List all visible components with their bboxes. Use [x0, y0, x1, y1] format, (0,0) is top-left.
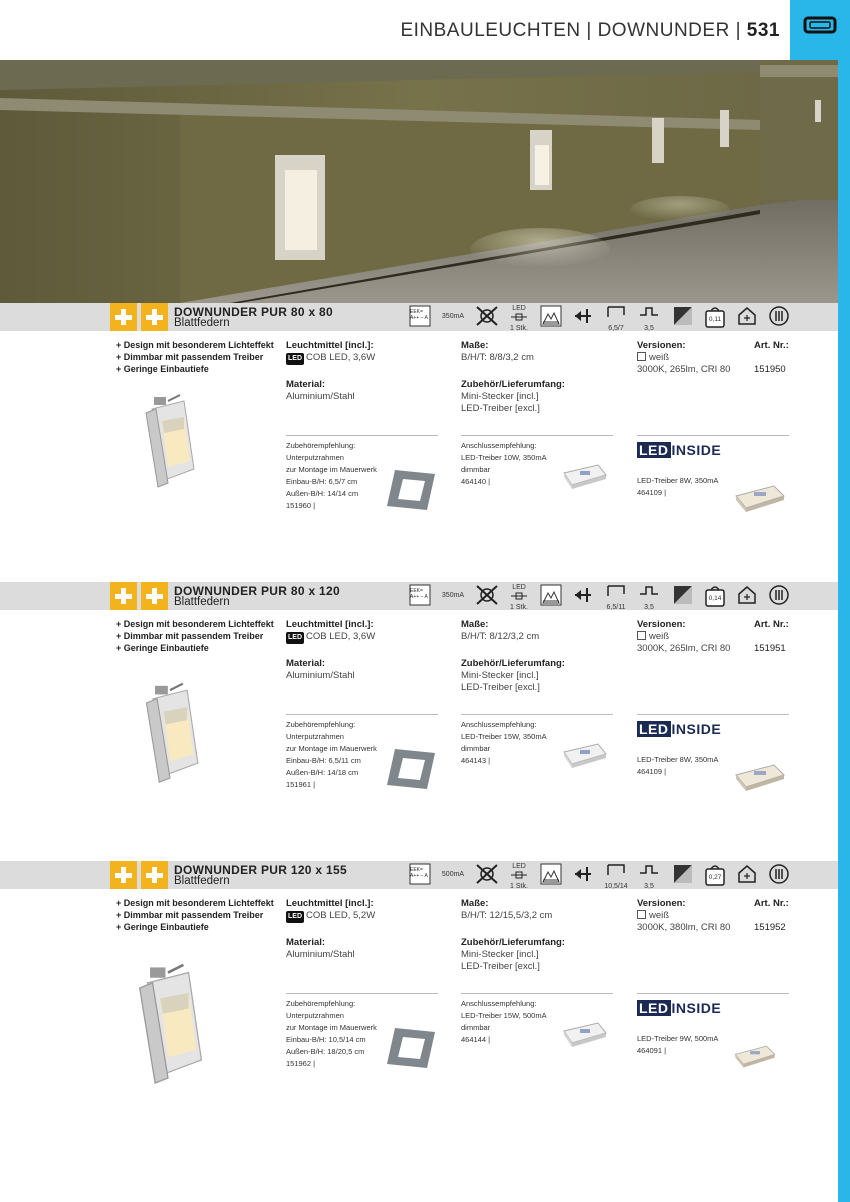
weight-icon: 0,11: [702, 305, 728, 331]
accessories-block: Zubehör/Lieferumfang: Mini-Stecker [incl.] LED-Treiber [excl.]: [461, 937, 565, 972]
plus-icon: [110, 582, 137, 610]
light-distribution-icon: [538, 305, 564, 331]
divider: [286, 435, 438, 436]
feature-item: + Geringe Einbautiefe: [116, 363, 274, 375]
led-driver-photo: [560, 461, 610, 496]
divider: [461, 435, 613, 436]
versions-block: Versionen: weiß 3000K, 265lm, CRI 80: [637, 340, 731, 375]
product-section-1: [0, 303, 838, 578]
installation-depth-icon: 3,5: [636, 305, 662, 331]
energy-class-icon: EEK= A++ – A: [408, 584, 432, 610]
checkbox-icon: [637, 631, 646, 640]
cutout-dimensions-icon: 6,5/7: [602, 305, 630, 331]
article-number-label: Art. Nr.:: [754, 340, 789, 351]
mounting-frame-photo: [385, 747, 437, 796]
accessory-recommendation: Zubehörempfehlung: Unterputzrahmen zur Montage im Mauerwerk Einbau-B/H: 10,5/14 cm Außen-B/H: 18/20,5 cm 151962 |: [286, 999, 377, 1068]
product-subtitle: Blattfedern: [174, 596, 230, 608]
current-rating: 350mA: [441, 313, 465, 320]
light-distribution-icon: [538, 863, 564, 889]
feature-item: + Geringe Einbautiefe: [116, 642, 274, 654]
indoor-use-icon: [734, 584, 760, 610]
feature-item: + Dimmbar mit passendem Treiber: [116, 909, 274, 921]
downlight-category-badge: [790, 0, 850, 60]
divider: [286, 993, 438, 994]
accessories-block: Zubehör/Lieferumfang: Mini-Stecker [incl.] LED-Treiber [excl.]: [461, 379, 565, 414]
cutout-dimensions-icon: 10,5/14: [602, 863, 630, 889]
divider: [637, 435, 789, 436]
led-badge-icon: LED: [286, 911, 304, 923]
wall-mount-arrow-icon: [570, 584, 596, 610]
connection-recommendation: Anschlussempfehlung: LED-Treiber 10W, 350mA dimmbar 464140 |: [461, 441, 547, 486]
feature-item: + Design mit besonderem Lichteffekt: [116, 897, 274, 909]
product-photo: [140, 391, 210, 496]
installation-depth-icon: 3,5: [636, 863, 662, 889]
light-distribution-icon: [538, 584, 564, 610]
divider: [286, 714, 438, 715]
divider: [637, 714, 789, 715]
light-source-block: Leuchtmittel [incl.]: LED COB LED, 3,6W: [286, 619, 376, 642]
hero-photo: [0, 60, 838, 303]
versions-block: Versionen: weiß 3000K, 380lm, CRI 80: [637, 898, 731, 933]
driver-photo: [732, 759, 788, 800]
no-bulb-replacement-icon: [474, 584, 500, 610]
led-icon: LED 1 Stk.: [510, 584, 528, 611]
product-photo: [132, 949, 222, 1104]
driver-photo: [732, 1038, 778, 1079]
accessories-block: Zubehör/Lieferumfang: Mini-Stecker [incl.] LED-Treiber [excl.]: [461, 658, 565, 693]
recessed-light-icon: [802, 12, 838, 40]
cutout-dimensions-icon: 6,5/11: [602, 584, 630, 610]
connection-recommendation: Anschlussempfehlung: LED-Treiber 15W, 500mA dimmbar 464144 |: [461, 999, 547, 1044]
checkbox-icon: [637, 910, 646, 919]
plus-icon: [141, 861, 168, 889]
product-name: DOWNUNDER PUR 120 x 155: [174, 863, 347, 877]
side-color-bar: [838, 0, 850, 1202]
page-number: 531: [746, 20, 780, 41]
driver-recommendation: LED-Treiber 9W, 500mA 464091 |: [637, 1034, 719, 1055]
indoor-use-icon: [734, 305, 760, 331]
divider: [461, 714, 613, 715]
certification-icon: [766, 863, 792, 889]
led-driver-photo: [560, 1019, 610, 1054]
mounting-frame-photo: [385, 1026, 437, 1075]
checkbox-icon: [637, 352, 646, 361]
light-source-block: Leuchtmittel [incl.]: LED COB LED, 3,6W: [286, 340, 376, 363]
article-number-label: Art. Nr.:: [754, 898, 789, 909]
versions-block: Versionen: weiß 3000K, 265lm, CRI 80: [637, 619, 731, 654]
no-bulb-replacement-icon: [474, 305, 500, 331]
led-icon: LED 1 Stk.: [510, 863, 528, 890]
feature-list: [116, 339, 274, 375]
current-rating: 350mA: [441, 592, 465, 599]
led-inside-logo: LED INSIDE: [639, 1000, 722, 1016]
dimensions-block: Maße: B/H/T: 12/15,5/3,2 cm: [461, 898, 553, 921]
dimensions-block: Maße: B/H/T: 8/12/3,2 cm: [461, 619, 540, 642]
wall-mount-arrow-icon: [570, 305, 596, 331]
energy-class-icon: EEK= A++ – A: [408, 305, 432, 331]
led-badge-icon: LED: [286, 632, 304, 644]
feature-list: [116, 618, 274, 654]
product-photo: [140, 668, 215, 803]
feature-item: + Dimmbar mit passendem Treiber: [116, 351, 274, 363]
article-number: 151952: [754, 922, 786, 933]
product-name: DOWNUNDER PUR 80 x 80: [174, 305, 334, 319]
driver-photo: [732, 480, 788, 521]
material-block: Material: Aluminium/Stahl: [286, 379, 355, 402]
article-number-label: Art. Nr.:: [754, 619, 789, 630]
accessory-recommendation: Zubehörempfehlung: Unterputzrahmen zur Montage im Mauerwerk Einbau-B/H: 6,5/7 cm Außen-B/H: 14/14 cm 151960 |: [286, 441, 377, 510]
feature-item: + Geringe Einbautiefe: [116, 921, 274, 933]
led-inside-logo: LED INSIDE: [639, 442, 722, 458]
plus-icon: [141, 582, 168, 610]
energy-class-icon: EEK= A++ – A: [408, 863, 432, 889]
light-source-block: Leuchtmittel [incl.]: LED COB LED, 5,2W: [286, 898, 376, 921]
page-title: EINBAULEUCHTEN | DOWNUNDER | 531: [400, 20, 780, 41]
plus-icon: [110, 303, 137, 331]
divider: [461, 993, 613, 994]
no-bulb-replacement-icon: [474, 863, 500, 889]
article-number: 151951: [754, 643, 786, 654]
beam-angle-icon: [670, 305, 696, 331]
wall-mount-arrow-icon: [570, 863, 596, 889]
product-name: DOWNUNDER PUR 80 x 120: [174, 584, 340, 598]
connection-recommendation: Anschlussempfehlung: LED-Treiber 15W, 350mA dimmbar 464143 |: [461, 720, 547, 765]
dimensions-block: Maße: B/H/T: 8/8/3,2 cm: [461, 340, 534, 363]
beam-angle-icon: [670, 584, 696, 610]
certification-icon: [766, 584, 792, 610]
article-number: 151950: [754, 364, 786, 375]
divider: [637, 993, 789, 994]
product-section-2: [0, 582, 838, 857]
driver-recommendation: LED-Treiber 8W, 350mA 464109 |: [637, 476, 719, 497]
page-header: [0, 0, 838, 60]
weight-icon: 0,14: [702, 584, 728, 610]
weight-icon: 0,27: [702, 863, 728, 889]
plus-icon: [141, 303, 168, 331]
current-rating: 500mA: [441, 871, 465, 878]
product-section-3: [0, 861, 838, 1136]
driver-recommendation: LED-Treiber 8W, 350mA 464109 |: [637, 755, 719, 776]
indoor-use-icon: [734, 863, 760, 889]
mounting-frame-photo: [385, 468, 437, 517]
material-block: Material: Aluminium/Stahl: [286, 937, 355, 960]
led-badge-icon: LED: [286, 353, 304, 365]
feature-list: [116, 897, 274, 933]
beam-angle-icon: [670, 863, 696, 889]
led-inside-logo: LED INSIDE: [639, 721, 722, 737]
accessory-recommendation: Zubehörempfehlung: Unterputzrahmen zur Montage im Mauerwerk Einbau-B/H: 6,5/11 cm Außen-B/H: 14/18 cm 151961 |: [286, 720, 377, 789]
feature-item: + Design mit besonderem Lichteffekt: [116, 618, 274, 630]
installation-depth-icon: 3,5: [636, 584, 662, 610]
material-block: Material: Aluminium/Stahl: [286, 658, 355, 681]
product-subtitle: Blattfedern: [174, 875, 230, 887]
led-driver-photo: [560, 740, 610, 775]
certification-icon: [766, 305, 792, 331]
led-icon: LED 1 Stk.: [510, 305, 528, 332]
feature-item: + Dimmbar mit passendem Treiber: [116, 630, 274, 642]
feature-item: + Design mit besonderem Lichteffekt: [116, 339, 274, 351]
plus-icon: [110, 861, 137, 889]
product-subtitle: Blattfedern: [174, 317, 230, 329]
